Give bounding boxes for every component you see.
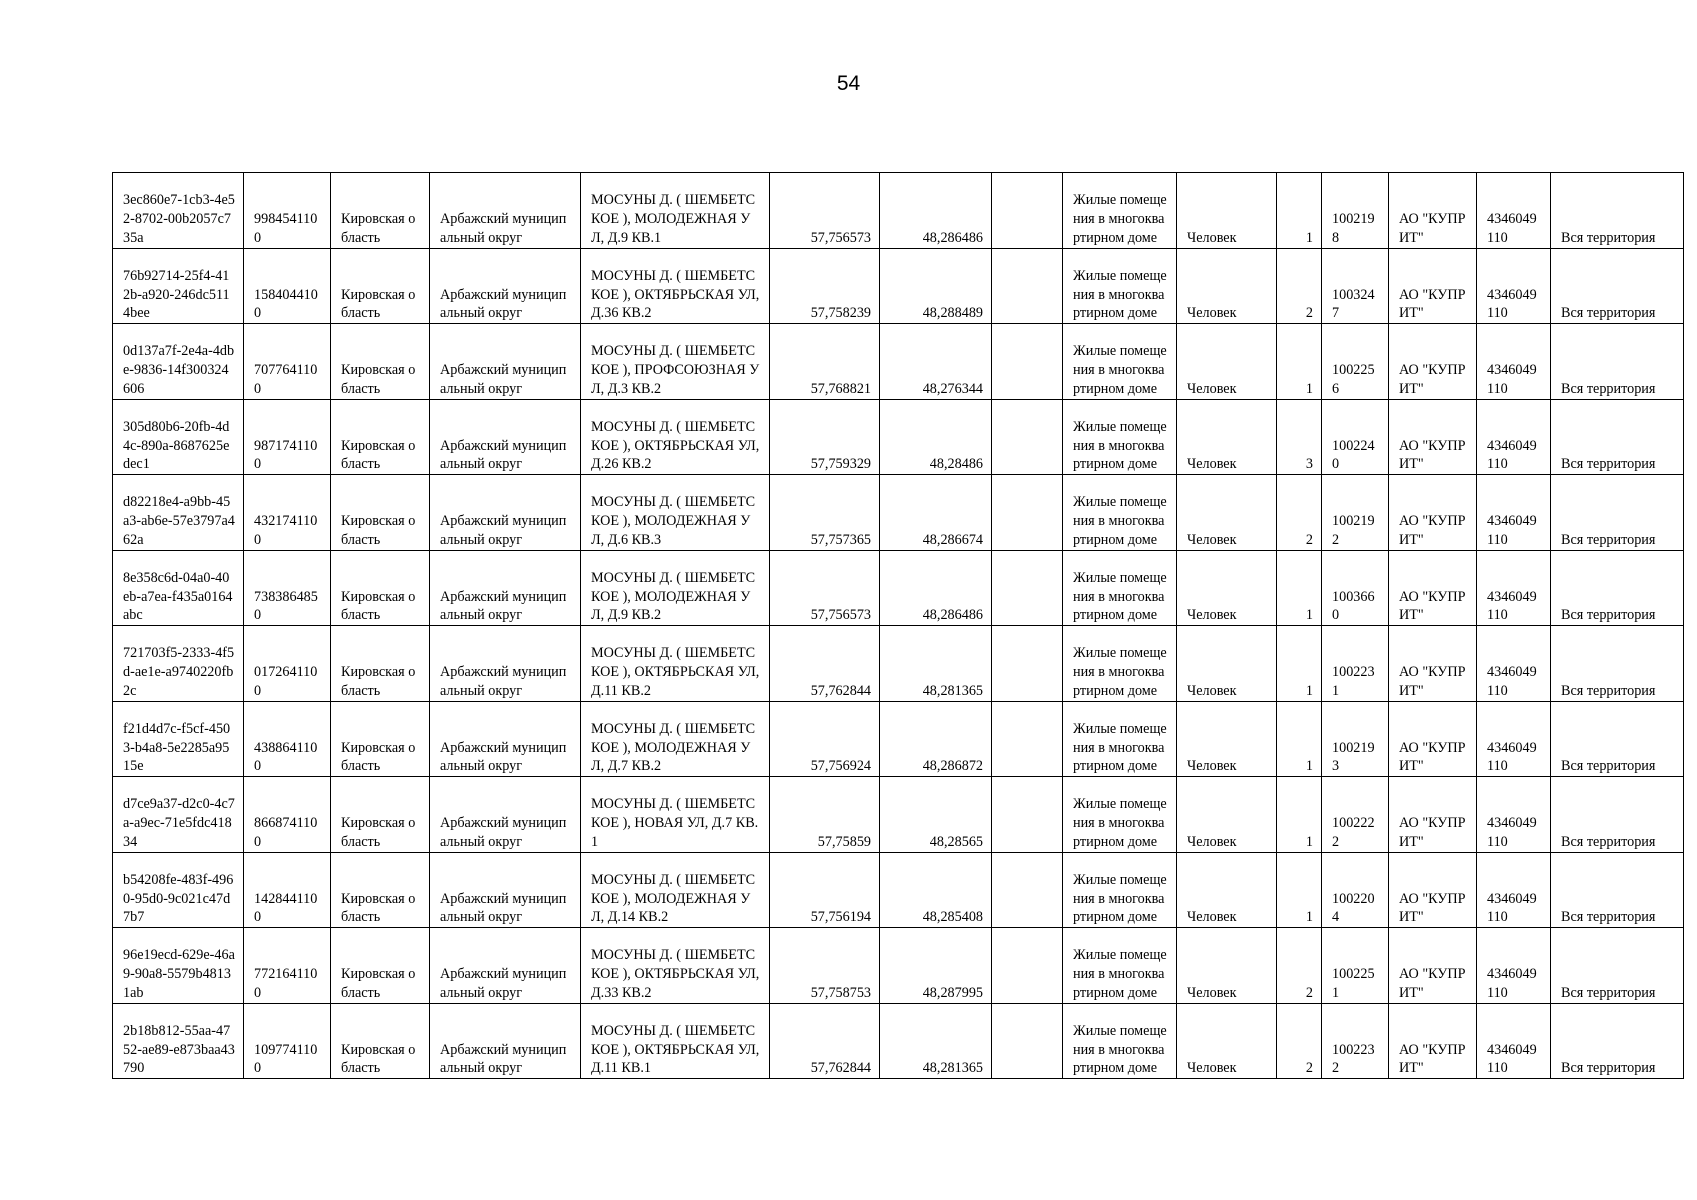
cell-latitude: 57,757365 <box>770 475 880 551</box>
register-table <box>112 172 1684 1079</box>
cell-empty-cell <box>992 550 1063 626</box>
cell-account-number: 1002193 <box>1322 701 1389 777</box>
cell-account-number: 1002204 <box>1322 852 1389 928</box>
cell-object-type: Жилые помещения в многоквартирном доме <box>1063 777 1177 853</box>
cell-latitude: 57,762844 <box>770 626 880 702</box>
cell-address: МОСУНЫ Д. ( ШЕМБЕТСКОЕ ), ОКТЯБРЬСКАЯ УЛ, Д.33 КВ.2 <box>581 928 770 1004</box>
cell-longitude: 48,287995 <box>880 928 992 1004</box>
cell-account-number: 1002192 <box>1322 475 1389 551</box>
cell-oktmo-code: 8668741100 <box>244 777 331 853</box>
cell-address: МОСУНЫ Д. ( ШЕМБЕТСКОЕ ), МОЛОДЕЖНАЯ УЛ, Д.6 КВ.3 <box>581 475 770 551</box>
cell-account-number: 1003660 <box>1322 550 1389 626</box>
cell-longitude: 48,285408 <box>880 852 992 928</box>
cell-latitude: 57,756924 <box>770 701 880 777</box>
cell-operator-inn: 4346049110 <box>1477 550 1551 626</box>
cell-operator-inn: 4346049110 <box>1477 777 1551 853</box>
cell-territory: Вся территория <box>1551 852 1684 928</box>
cell-empty-cell <box>992 1003 1063 1079</box>
cell-empty-cell <box>992 701 1063 777</box>
cell-region: Кировская область <box>331 475 430 551</box>
cell-oktmo-code: 0172641100 <box>244 626 331 702</box>
cell-district: Арбажский муниципальный округ <box>430 626 581 702</box>
cell-unit: Человек <box>1177 701 1277 777</box>
cell-address: МОСУНЫ Д. ( ШЕМБЕТСКОЕ ), МОЛОДЕЖНАЯ УЛ, Д.7 КВ.2 <box>581 701 770 777</box>
cell-oktmo-code: 9984541100 <box>244 173 331 249</box>
cell-address: МОСУНЫ Д. ( ШЕМБЕТСКОЕ ), ОКТЯБРЬСКАЯ УЛ, Д.11 КВ.1 <box>581 1003 770 1079</box>
cell-quantity: 1 <box>1277 777 1322 853</box>
cell-object-type: Жилые помещения в многоквартирном доме <box>1063 1003 1177 1079</box>
cell-region: Кировская область <box>331 248 430 324</box>
cell-record-id: 0d137a7f-2e4a-4dbe-9836-14f300324606 <box>113 324 244 400</box>
cell-quantity: 1 <box>1277 701 1322 777</box>
cell-object-type: Жилые помещения в многоквартирном доме <box>1063 928 1177 1004</box>
cell-oktmo-code: 1584044100 <box>244 248 331 324</box>
cell-quantity: 2 <box>1277 475 1322 551</box>
cell-territory: Вся территория <box>1551 777 1684 853</box>
cell-quantity: 1 <box>1277 550 1322 626</box>
table-row <box>113 399 1684 475</box>
cell-oktmo-code: 9871741100 <box>244 399 331 475</box>
cell-longitude: 48,276344 <box>880 324 992 400</box>
cell-account-number: 1002251 <box>1322 928 1389 1004</box>
cell-longitude: 48,28486 <box>880 399 992 475</box>
cell-record-id: 76b92714-25f4-412b-a920-246dc5114bee <box>113 248 244 324</box>
cell-object-type: Жилые помещения в многоквартирном доме <box>1063 550 1177 626</box>
cell-territory: Вся территория <box>1551 1003 1684 1079</box>
cell-operator: АО "КУПРИТ" <box>1389 626 1477 702</box>
cell-unit: Человек <box>1177 399 1277 475</box>
cell-record-id: 8e358c6d-04a0-40eb-a7ea-f435a0164abc <box>113 550 244 626</box>
cell-address: МОСУНЫ Д. ( ШЕМБЕТСКОЕ ), ОКТЯБРЬСКАЯ УЛ, Д.26 КВ.2 <box>581 399 770 475</box>
cell-operator-inn: 4346049110 <box>1477 399 1551 475</box>
cell-unit: Человек <box>1177 324 1277 400</box>
cell-unit: Человек <box>1177 475 1277 551</box>
cell-operator-inn: 4346049110 <box>1477 173 1551 249</box>
cell-operator: АО "КУПРИТ" <box>1389 701 1477 777</box>
cell-empty-cell <box>992 475 1063 551</box>
cell-latitude: 57,756573 <box>770 173 880 249</box>
cell-operator-inn: 4346049110 <box>1477 324 1551 400</box>
table-row <box>113 928 1684 1004</box>
cell-operator: АО "КУПРИТ" <box>1389 550 1477 626</box>
cell-empty-cell <box>992 626 1063 702</box>
cell-region: Кировская область <box>331 399 430 475</box>
cell-longitude: 48,28565 <box>880 777 992 853</box>
cell-quantity: 1 <box>1277 626 1322 702</box>
cell-territory: Вся территория <box>1551 550 1684 626</box>
cell-district: Арбажский муниципальный округ <box>430 475 581 551</box>
cell-operator-inn: 4346049110 <box>1477 928 1551 1004</box>
cell-quantity: 1 <box>1277 173 1322 249</box>
cell-operator-inn: 4346049110 <box>1477 1003 1551 1079</box>
cell-oktmo-code: 1428441100 <box>244 852 331 928</box>
cell-district: Арбажский муниципальный округ <box>430 550 581 626</box>
cell-object-type: Жилые помещения в многоквартирном доме <box>1063 475 1177 551</box>
cell-account-number: 1002256 <box>1322 324 1389 400</box>
cell-district: Арбажский муниципальный округ <box>430 248 581 324</box>
cell-latitude: 57,756573 <box>770 550 880 626</box>
cell-latitude: 57,758239 <box>770 248 880 324</box>
cell-operator: АО "КУПРИТ" <box>1389 777 1477 853</box>
cell-territory: Вся территория <box>1551 475 1684 551</box>
cell-operator-inn: 4346049110 <box>1477 475 1551 551</box>
cell-address: МОСУНЫ Д. ( ШЕМБЕТСКОЕ ), МОЛОДЕЖНАЯ УЛ, Д.9 КВ.1 <box>581 173 770 249</box>
table-row <box>113 701 1684 777</box>
cell-oktmo-code: 4388641100 <box>244 701 331 777</box>
cell-object-type: Жилые помещения в многоквартирном доме <box>1063 852 1177 928</box>
cell-empty-cell <box>992 324 1063 400</box>
cell-unit: Человек <box>1177 777 1277 853</box>
cell-region: Кировская область <box>331 1003 430 1079</box>
cell-oktmo-code: 7077641100 <box>244 324 331 400</box>
cell-object-type: Жилые помещения в многоквартирном доме <box>1063 248 1177 324</box>
cell-region: Кировская область <box>331 324 430 400</box>
cell-region: Кировская область <box>331 852 430 928</box>
cell-record-id: f21d4d7c-f5cf-4503-b4a8-5e2285a9515e <box>113 701 244 777</box>
cell-oktmo-code: 7383864850 <box>244 550 331 626</box>
cell-empty-cell <box>992 173 1063 249</box>
cell-empty-cell <box>992 928 1063 1004</box>
cell-oktmo-code: 1097741100 <box>244 1003 331 1079</box>
cell-latitude: 57,768821 <box>770 324 880 400</box>
cell-address: МОСУНЫ Д. ( ШЕМБЕТСКОЕ ), ОКТЯБРЬСКАЯ УЛ, Д.36 КВ.2 <box>581 248 770 324</box>
cell-district: Арбажский муниципальный округ <box>430 701 581 777</box>
cell-territory: Вся территория <box>1551 928 1684 1004</box>
cell-region: Кировская область <box>331 928 430 1004</box>
cell-address: МОСУНЫ Д. ( ШЕМБЕТСКОЕ ), МОЛОДЕЖНАЯ УЛ, Д.9 КВ.2 <box>581 550 770 626</box>
cell-unit: Человек <box>1177 1003 1277 1079</box>
cell-district: Арбажский муниципальный округ <box>430 173 581 249</box>
table-row <box>113 626 1684 702</box>
cell-record-id: b54208fe-483f-4960-95d0-9c021c47d7b7 <box>113 852 244 928</box>
cell-quantity: 1 <box>1277 324 1322 400</box>
cell-address: МОСУНЫ Д. ( ШЕМБЕТСКОЕ ), МОЛОДЕЖНАЯ УЛ, Д.14 КВ.2 <box>581 852 770 928</box>
cell-oktmo-code: 7721641100 <box>244 928 331 1004</box>
cell-unit: Человек <box>1177 626 1277 702</box>
cell-latitude: 57,75859 <box>770 777 880 853</box>
cell-operator-inn: 4346049110 <box>1477 626 1551 702</box>
cell-empty-cell <box>992 399 1063 475</box>
cell-address: МОСУНЫ Д. ( ШЕМБЕТСКОЕ ), ПРОФСОЮЗНАЯ УЛ, Д.3 КВ.2 <box>581 324 770 400</box>
page-number: 54 <box>836 72 861 95</box>
cell-record-id: 721703f5-2333-4f5d-ae1e-a9740220fb2c <box>113 626 244 702</box>
table-row <box>113 173 1684 249</box>
cell-account-number: 1003247 <box>1322 248 1389 324</box>
cell-unit: Человек <box>1177 852 1277 928</box>
cell-district: Арбажский муниципальный округ <box>430 928 581 1004</box>
cell-latitude: 57,756194 <box>770 852 880 928</box>
cell-longitude: 48,281365 <box>880 626 992 702</box>
cell-region: Кировская область <box>331 701 430 777</box>
cell-record-id: 305d80b6-20fb-4d4c-890a-8687625edec1 <box>113 399 244 475</box>
cell-oktmo-code: 4321741100 <box>244 475 331 551</box>
cell-quantity: 1 <box>1277 852 1322 928</box>
cell-longitude: 48,286486 <box>880 173 992 249</box>
cell-empty-cell <box>992 248 1063 324</box>
cell-unit: Человек <box>1177 248 1277 324</box>
cell-operator: АО "КУПРИТ" <box>1389 475 1477 551</box>
table-row <box>113 248 1684 324</box>
cell-account-number: 1002198 <box>1322 173 1389 249</box>
cell-territory: Вся территория <box>1551 701 1684 777</box>
cell-record-id: d7ce9a37-d2c0-4c7a-a9ec-71e5fdc41834 <box>113 777 244 853</box>
cell-unit: Человек <box>1177 173 1277 249</box>
cell-region: Кировская область <box>331 626 430 702</box>
cell-territory: Вся территория <box>1551 248 1684 324</box>
cell-object-type: Жилые помещения в многоквартирном доме <box>1063 173 1177 249</box>
cell-account-number: 1002222 <box>1322 777 1389 853</box>
cell-record-id: d82218e4-a9bb-45a3-ab6e-57e3797a462a <box>113 475 244 551</box>
cell-latitude: 57,759329 <box>770 399 880 475</box>
cell-account-number: 1002232 <box>1322 1003 1389 1079</box>
cell-operator: АО "КУПРИТ" <box>1389 248 1477 324</box>
cell-latitude: 57,758753 <box>770 928 880 1004</box>
cell-district: Арбажский муниципальный округ <box>430 324 581 400</box>
cell-operator-inn: 4346049110 <box>1477 852 1551 928</box>
table-row <box>113 550 1684 626</box>
cell-latitude: 57,762844 <box>770 1003 880 1079</box>
cell-object-type: Жилые помещения в многоквартирном доме <box>1063 626 1177 702</box>
cell-unit: Человек <box>1177 550 1277 626</box>
cell-territory: Вся территория <box>1551 626 1684 702</box>
cell-operator: АО "КУПРИТ" <box>1389 1003 1477 1079</box>
cell-longitude: 48,281365 <box>880 1003 992 1079</box>
cell-operator-inn: 4346049110 <box>1477 248 1551 324</box>
table-row <box>113 324 1684 400</box>
cell-record-id: 2b18b812-55aa-4752-ae89-e873baa43790 <box>113 1003 244 1079</box>
cell-account-number: 1002240 <box>1322 399 1389 475</box>
cell-longitude: 48,286486 <box>880 550 992 626</box>
cell-quantity: 3 <box>1277 399 1322 475</box>
cell-operator: АО "КУПРИТ" <box>1389 928 1477 1004</box>
cell-operator-inn: 4346049110 <box>1477 701 1551 777</box>
cell-territory: Вся территория <box>1551 399 1684 475</box>
table-row <box>113 852 1684 928</box>
cell-territory: Вся территория <box>1551 324 1684 400</box>
cell-address: МОСУНЫ Д. ( ШЕМБЕТСКОЕ ), НОВАЯ УЛ, Д.7 КВ.1 <box>581 777 770 853</box>
cell-district: Арбажский муниципальный округ <box>430 777 581 853</box>
cell-region: Кировская область <box>331 173 430 249</box>
cell-address: МОСУНЫ Д. ( ШЕМБЕТСКОЕ ), ОКТЯБРЬСКАЯ УЛ, Д.11 КВ.2 <box>581 626 770 702</box>
cell-operator: АО "КУПРИТ" <box>1389 324 1477 400</box>
cell-quantity: 2 <box>1277 1003 1322 1079</box>
cell-object-type: Жилые помещения в многоквартирном доме <box>1063 324 1177 400</box>
cell-district: Арбажский муниципальный округ <box>430 1003 581 1079</box>
cell-object-type: Жилые помещения в многоквартирном доме <box>1063 399 1177 475</box>
table-row <box>113 777 1684 853</box>
cell-longitude: 48,288489 <box>880 248 992 324</box>
cell-quantity: 2 <box>1277 928 1322 1004</box>
cell-district: Арбажский муниципальный округ <box>430 399 581 475</box>
cell-operator: АО "КУПРИТ" <box>1389 399 1477 475</box>
cell-operator: АО "КУПРИТ" <box>1389 173 1477 249</box>
cell-record-id: 3ec860e7-1cb3-4e52-8702-00b2057c735a <box>113 173 244 249</box>
cell-unit: Человек <box>1177 928 1277 1004</box>
cell-record-id: 96e19ecd-629e-46a9-90a8-5579b48131ab <box>113 928 244 1004</box>
cell-object-type: Жилые помещения в многоквартирном доме <box>1063 701 1177 777</box>
cell-account-number: 1002231 <box>1322 626 1389 702</box>
cell-quantity: 2 <box>1277 248 1322 324</box>
cell-longitude: 48,286872 <box>880 701 992 777</box>
cell-empty-cell <box>992 777 1063 853</box>
table-body <box>113 173 1684 1079</box>
cell-operator: АО "КУПРИТ" <box>1389 852 1477 928</box>
table-row <box>113 1003 1684 1079</box>
table-row <box>113 475 1684 551</box>
cell-empty-cell <box>992 852 1063 928</box>
cell-region: Кировская область <box>331 550 430 626</box>
cell-territory: Вся территория <box>1551 173 1684 249</box>
cell-longitude: 48,286674 <box>880 475 992 551</box>
cell-district: Арбажский муниципальный округ <box>430 852 581 928</box>
cell-region: Кировская область <box>331 777 430 853</box>
